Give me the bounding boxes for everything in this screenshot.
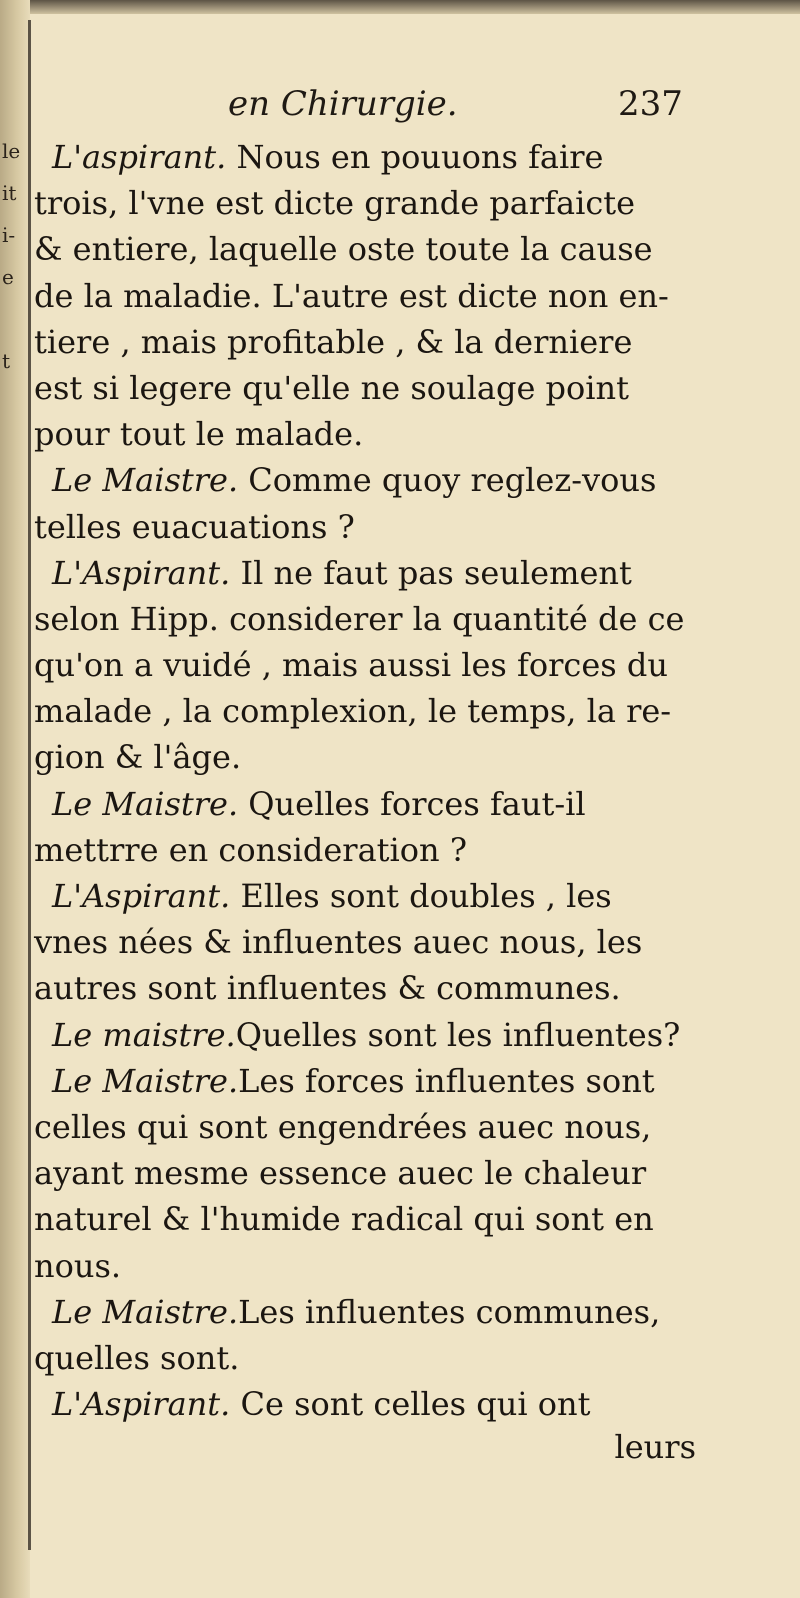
speaker-label: Le Maistre. bbox=[52, 784, 239, 823]
text-line bbox=[34, 134, 694, 180]
margin-fragment bbox=[0, 844, 30, 886]
line-text: de la maladie. L'autre est dicte non en- bbox=[34, 276, 669, 315]
speaker-label: Le Maistre. bbox=[52, 1061, 239, 1100]
margin-fragment bbox=[0, 550, 30, 592]
margin-fragment bbox=[0, 466, 30, 508]
line-text: selon Hipp. considerer la quantité de ce bbox=[34, 599, 685, 638]
running-head: en Chirurgie. bbox=[228, 84, 458, 124]
margin-fragment bbox=[0, 1012, 30, 1054]
margin-fragment: e bbox=[2, 265, 14, 289]
text-line bbox=[34, 1196, 694, 1242]
speaker-label: Le Maistre. bbox=[52, 461, 239, 500]
line-text: telles euacuations ? bbox=[34, 507, 355, 546]
text-line bbox=[34, 226, 694, 272]
speaker-label: L'Aspirant. bbox=[52, 553, 231, 592]
text-line bbox=[34, 550, 694, 596]
line-text: Quelles forces faut-il bbox=[238, 784, 586, 823]
margin-fragment bbox=[0, 1138, 30, 1180]
text-line bbox=[34, 734, 694, 780]
text-line bbox=[34, 319, 694, 365]
line-text: Ce sont celles qui ont bbox=[230, 1385, 591, 1424]
text-line bbox=[34, 688, 694, 734]
text-line bbox=[34, 919, 694, 965]
speaker-label: L'Aspirant. bbox=[52, 1385, 231, 1424]
line-text: gion & l'âge. bbox=[34, 738, 242, 777]
line-text: est si legere qu'elle ne soulage point bbox=[34, 368, 629, 407]
speaker-label: L'aspirant. bbox=[52, 138, 227, 176]
margin-fragment bbox=[0, 508, 30, 550]
text-line bbox=[34, 504, 694, 550]
margin-fragment bbox=[0, 718, 30, 760]
page-top-edge bbox=[0, 0, 800, 14]
line-text: trois, l'vne est dicte grande parfaicte bbox=[34, 184, 636, 223]
text-line bbox=[34, 1335, 694, 1381]
line-text: autres sont influentes & communes. bbox=[34, 969, 621, 1008]
line-text: quelles sont. bbox=[34, 1338, 240, 1377]
margin-fragment bbox=[0, 592, 30, 634]
margin-fragment bbox=[0, 1054, 30, 1096]
text-line bbox=[34, 1058, 694, 1104]
text-line bbox=[34, 1012, 694, 1058]
text-line bbox=[34, 642, 694, 688]
text-line bbox=[34, 411, 694, 457]
margin-fragment bbox=[0, 424, 30, 466]
line-text: Il ne faut pas seulement bbox=[230, 553, 632, 592]
line-text: Les influentes communes, bbox=[238, 1292, 661, 1331]
text-line bbox=[34, 873, 694, 919]
line-text: pour tout le malade. bbox=[34, 415, 364, 454]
margin-fragment bbox=[0, 802, 30, 844]
page-header bbox=[0, 84, 800, 134]
text-line bbox=[34, 1381, 694, 1427]
text-line bbox=[34, 180, 694, 226]
text-line bbox=[34, 781, 694, 827]
text-line bbox=[34, 596, 694, 642]
line-text: Elles sont doubles , les bbox=[230, 877, 612, 915]
line-text: vnes nées & influentes auec nous, les bbox=[34, 923, 643, 962]
margin-fragment bbox=[0, 634, 30, 676]
line-text: tiere , mais profitable , & la derniere bbox=[34, 322, 633, 361]
margin-fragment bbox=[0, 676, 30, 718]
speaker-label: Le Maistre. bbox=[52, 1292, 239, 1331]
margin-fragment bbox=[0, 1096, 30, 1138]
margin-fragment: le bbox=[2, 139, 21, 163]
margin-fragment: t bbox=[2, 349, 11, 373]
line-text: & entiere, laquelle oste toute la cause bbox=[34, 230, 653, 269]
line-text: malade , la complexion, le temps, la re- bbox=[34, 692, 672, 731]
line-text: mettrre en consideration ? bbox=[34, 830, 467, 869]
margin-fragment: i- bbox=[2, 223, 16, 247]
text-line bbox=[34, 1243, 694, 1289]
line-text: naturel & l'humide radical qui sont en bbox=[34, 1200, 654, 1239]
text-line bbox=[34, 1104, 694, 1150]
line-text: nous. bbox=[34, 1246, 122, 1285]
catchword: leurs bbox=[614, 1428, 696, 1466]
text-line bbox=[34, 457, 694, 503]
margin-fragment bbox=[0, 886, 30, 928]
page-number: 237 bbox=[618, 84, 683, 124]
line-text: Quelles sont les influentes? bbox=[235, 1015, 681, 1054]
text-line bbox=[34, 273, 694, 319]
text-line bbox=[34, 1289, 694, 1335]
line-text: qu'on a vuidé , mais aussi les forces du bbox=[34, 646, 668, 685]
line-text: celles qui sont engendrées auec nous, bbox=[34, 1107, 652, 1146]
body-text bbox=[34, 134, 694, 1427]
line-text: Comme quoy reglez-vous bbox=[238, 461, 657, 500]
line-text: ayant mesme essence auec le chaleur bbox=[34, 1154, 647, 1193]
margin-fragment bbox=[0, 760, 30, 802]
line-text: Nous en pouuons faire bbox=[226, 138, 604, 176]
speaker-label: L'Aspirant. bbox=[52, 877, 231, 915]
text-line bbox=[34, 827, 694, 873]
text-line bbox=[34, 965, 694, 1011]
margin-fragment bbox=[0, 970, 30, 1012]
facing-page-fragments bbox=[0, 130, 30, 1180]
line-text: Les forces influentes sont bbox=[238, 1061, 655, 1100]
margin-fragment bbox=[0, 928, 30, 970]
text-line bbox=[34, 365, 694, 411]
margin-fragment bbox=[0, 382, 30, 424]
text-line bbox=[34, 1150, 694, 1196]
margin-fragment: it bbox=[2, 181, 17, 205]
margin-fragment bbox=[0, 298, 30, 340]
speaker-label: Le maistre. bbox=[52, 1015, 236, 1054]
